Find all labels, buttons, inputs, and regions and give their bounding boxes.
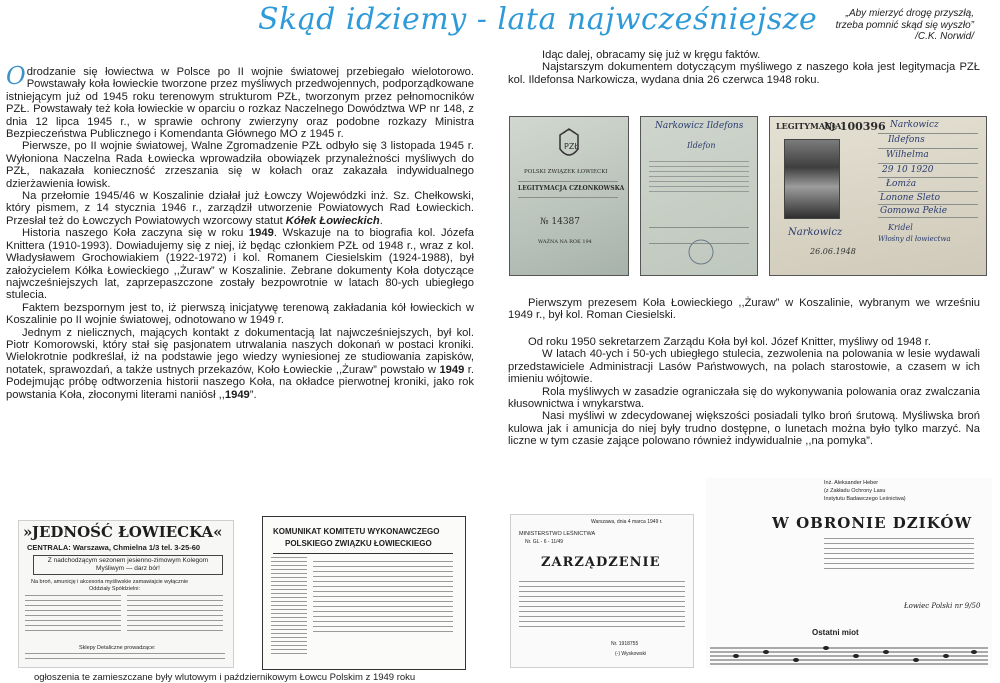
paragraph-3-end: .: [379, 214, 383, 227]
year-1949: 1949: [224, 388, 250, 401]
year-1949: 1949: [248, 227, 274, 240]
zarzadzenie-title: ZARZĄDZENIE: [541, 555, 661, 570]
paragraph-4-text-b: . Wskazuje na to biografia kol. Józefa Knittera (1910-1993). Dowiadujemy się z niej, iż będąc członkiem PZŁ od 1948 r., wraz z kol. Władysławem Grochowiakiem (1922-1972) i kol. Romanem Ciesielskim (1924-1988), był założycielem Kółka Łowieckiego ,,Żuraw” w Koszalinie. Zebrane dokumenty Koła dotyczące najwcześniejszych lat, zaprzepaszczone zostały bezpowrotnie w latach 80-ych ubiegłego stulecia.: [6, 227, 474, 302]
clipping-list-head-2: Oddziały Spółdzielni:: [89, 586, 141, 592]
paragraph-5: Faktem bezspornym jest to, iż pierwszą inicjatywę terenową zakładania kół łowieckich w Koszalinie po II wojnie światowej, odnotowano w 1949 r.: [6, 301, 474, 327]
obrona-author-affiliation: (z Zakładu Ochrony Lasu: [824, 488, 886, 494]
right-text-low: [508, 336, 980, 448]
stamp-icon: [671, 237, 731, 267]
paragraph-1-text: drodzanie się łowiectwa w Polsce po II wojnie światowej przebiegało wielotorowo. Powstawały koła łowieckie tworzone przez myśliwych przedwojennych, podporządkowane istniejącym już od 1945 roku terenowym strukturom PZŁ, tworzonym przez pełnomocników PZŁ. Powstawały też koła łowieckie w oparciu o rozkaz Naczelnego Dowództwa WP nr 148, z dnia 12 lipca 1945 r., w sprawie ochrony zwierzyny oraz podobne rozkazy Ministra Bezpieczeństwa Publicznego i Komendanta Głównego MO z 1945 r.: [6, 66, 474, 141]
paragraph-6-text-a: Jednym z nielicznych, mających kontakt z dokumentacją lat najwcześniejszych, był kol. Piotr Komorowski, który stał się pasjonatem utrwalania naszych dokonań w postaci kroniki. Wielokrotnie podkreślał, iż na podstawie jego wiedzy wyniesionej ze studiowania zapisków, notatek, sprawozdań, a także ustnych przekazów, Koło Łowieckie ,,Żuraw” powstało w: [6, 326, 474, 376]
card-validity: WAŻNA NA ROK 194: [538, 239, 592, 245]
id-signature: Narkowicz: [788, 227, 843, 238]
right-text-top: [508, 49, 980, 86]
portrait-photo: [784, 139, 840, 219]
id-card-label: LEGITYMACJA: [776, 121, 842, 131]
drop-cap: O: [6, 62, 26, 90]
id-birth-place: Łomża: [886, 179, 917, 189]
page-title: Skąd idziemy - lata najwcześniejsze: [258, 2, 818, 37]
zarzadzenie-clipping: [510, 514, 694, 668]
obrona-section: Ostatni miot: [812, 628, 859, 637]
paragraph-hunters-role: Rola myśliwych w zasadzie ograniczała się do wykonywania polowania oraz zwalczania kłusownictwa i wnykarstwa.: [508, 385, 980, 411]
komunikat-title-1: KOMUNIKAT KOMITETU WYKONAWCZEGO: [273, 527, 440, 536]
paragraph-secretary: Od roku 1950 sekretarzem Zarządu Koła był kol. Józef Knitter, myśliwy od 1948 r.: [528, 336, 931, 348]
zarzadzenie-place-date: Warszawa, dnia 4 marca 1949 r.: [591, 519, 663, 525]
statute-name: Kółek Łowieckich: [285, 214, 380, 227]
clipping-shops-head: Sklepy Detaliczne prowadzące:: [79, 645, 156, 651]
zarzadzenie-office: MINISTERSTWO LEŚNICTWA: [519, 531, 596, 537]
paragraph-4: [6, 227, 474, 301]
clipping-address: CENTRALA: Warszawa, Chmielna 1/3 tel. 3-25-60: [27, 543, 201, 552]
paragraph-6: [6, 327, 474, 401]
left-text-column: [6, 62, 475, 401]
obrona-author-institute: Instytutu Badawczego Leśnictwa): [824, 496, 906, 502]
id-card-number: № 100396: [824, 120, 886, 133]
id-birth-date: 29 10 1920: [882, 165, 934, 175]
komunikat-clipping: [262, 516, 466, 670]
id-father-name: Wilhelma: [886, 150, 929, 160]
membership-card-inner-photo: [640, 116, 758, 276]
clipping-slogan: Z nadchodzącym sezonem jesienno-zimowym Kolegom Myśliwym — darz bór!: [33, 555, 223, 575]
paragraph-4-text-a: Historia naszego Koła zaczyna się w roku: [22, 227, 249, 240]
id-first-name: Ildefons: [888, 135, 925, 145]
svg-text:PZŁ: PZŁ: [564, 142, 579, 151]
quote-line-1: „Aby mierzyć drogę przyszłą,: [845, 8, 974, 19]
obrona-source: Łowiec Polski nr 9/50: [904, 602, 981, 610]
music-notes-icon: [706, 638, 992, 668]
jednosc-lowiecka-clipping: [18, 520, 234, 668]
norwid-quote: [774, 8, 974, 43]
card-type: LEGITYMACJA CZŁONKOWSKA: [518, 185, 625, 192]
paragraph-oldest-document: Najstarszym dokumentem dotyczącym myśliwego z naszego koła jest legitymacja PZŁ kol. Ildefonsa Narkowicza, wydana dnia 26 czerwca 1948 roku.: [508, 61, 980, 86]
paragraph-2: Pierwsze, po II wojnie światowej, Walne Zgromadzenie PZŁ odbyło się 3 listopada 1945 r. Wyłoniona Naczelna Rada Łowiecka wprowadziła obowiązek przynależności myśliwych do PZŁ, nakazała konieczność zrzeszania się w kołach oraz zakazała indywidualnego dzierżawienia łowisk.: [6, 140, 474, 190]
id-address-1: Lonone Sleto: [880, 193, 940, 203]
paragraph-weapons: Nasi myśliwi w zdecydowanej większości posiadali tylko broń śrutową. Myśliwska broń kulowa jak i amunicja do niej były trudno dostępne, o lunetach można było tylko marzyć. Na liczne w tym czasie zające polowano również indywidualnie ,,na pomyka”.: [508, 410, 980, 448]
right-text-mid: [508, 297, 980, 322]
card-holder-name: Narkowicz Ildefons: [655, 121, 744, 131]
card-handwriting: Ildefon: [687, 141, 716, 150]
paragraph-3: [6, 190, 474, 227]
obrona-title: W OBRONIE DZIKÓW: [772, 514, 973, 532]
paragraph-permits: W latach 40-ych i 50-ych ubiegłego stulecia, zezwolenia na polowania w lesie wydawali przedstawiciele Administracji Lasów Państwowych, na polach starostowie, a czasem w ich imieniu wójtowie.: [508, 348, 980, 386]
zarzadzenie-sign-number: Nr. 1918755: [611, 641, 639, 647]
quote-line-2: trzeba pomnić skąd się wyszło”: [835, 19, 974, 31]
paragraph-first-president: Pierwszym prezesem Koła Łowieckiego ,,Żuraw” w Koszalinie, wybranym we wrześniu 1949 r., był kol. Roman Ciesielski.: [508, 297, 980, 322]
w-obronie-dzikow-clipping: [706, 478, 992, 668]
quote-author: /C.K. Norwid/: [915, 31, 974, 42]
id-note-2: Włośny dl łowiectwa: [878, 235, 951, 243]
komunikat-title-2: POLSKIEGO ZWIĄZKU ŁOWIECKIEGO: [285, 539, 432, 548]
clippings-caption: ogłoszenia te zamieszczane były wlutowym i październikowym Łowcu Polskim z 1949 roku: [34, 672, 416, 683]
id-address-2: Gomowa Pekie: [880, 206, 948, 216]
year-1949: 1949: [439, 363, 465, 376]
paragraph-6-end: ”.: [249, 388, 257, 401]
card-union-name: POLSKI ZWIĄZEK ŁOWIECKI: [524, 169, 608, 175]
crest-icon: [556, 127, 582, 163]
paragraph-3-text: Na przełomie 1945/46 w Koszalinie działał już Łowczy Wojewódzki inż. Sz. Chełkowski, który pismem, z 14 stycznia 1946 r., zarządził utworzenie Powiatowych Rad Łowieckich. Przesłał też do Łowczych Powiatowych wzorcowy statut: [6, 190, 474, 227]
membership-card-cover-photo: [509, 116, 629, 276]
clipping-title: »JEDNOŚĆ ŁOWIECKA«: [23, 523, 223, 541]
id-issue-date: 26.06.1948: [810, 247, 856, 256]
paragraph-6-text-b: r. Podejmując próbę odtworzenia historii naszego Koła, na okładce pierwotnej kroniki, jako rok powstania Koła, złoconymi literami naniósł ,,: [6, 363, 475, 401]
komunikat-emblem: [271, 557, 307, 657]
clipping-list-head: Na broń, amunicję i akcesoria myśliwskie zamawiajcie wyłącznie: [31, 579, 189, 585]
id-note-1: Kridel: [888, 223, 913, 232]
paragraph-facts: Idąc dalej, obracamy się już w kręgu faktów.: [542, 49, 761, 61]
zarzadzenie-ref: Nr. GL - 6 - 11/49: [525, 539, 564, 545]
id-surname: Narkowicz: [890, 120, 939, 130]
obrona-author: Inż. Aleksander Heber: [824, 480, 879, 486]
paragraph-1: [6, 62, 474, 141]
card-number: № 14387: [540, 217, 581, 227]
zarzadzenie-signature: (-) Wyskowski: [615, 651, 647, 657]
id-card-photo: [769, 116, 987, 276]
